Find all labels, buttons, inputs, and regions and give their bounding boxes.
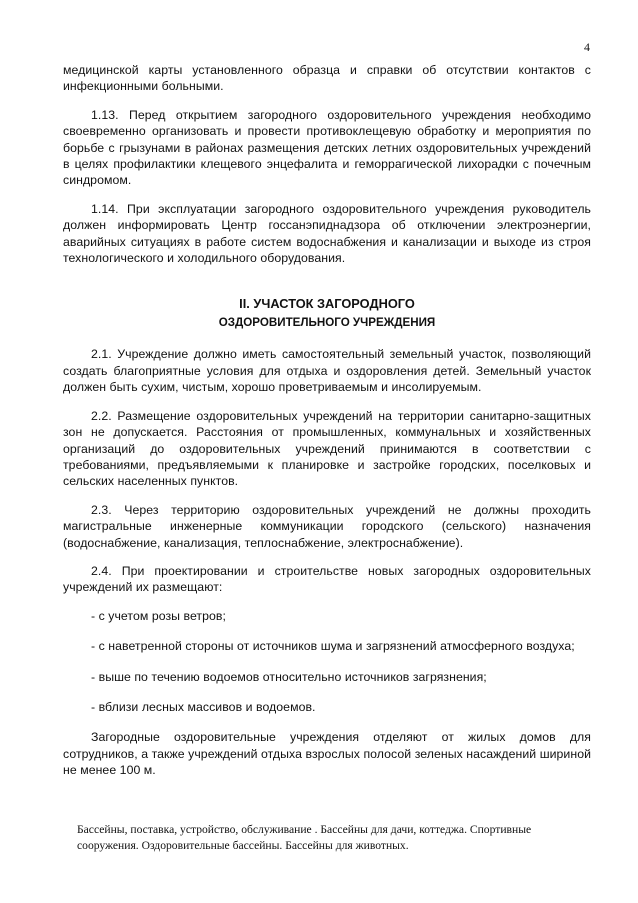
paragraph-final: Загородные оздоровительные учреждения отделяют от жилых домов для сотрудников, а также учреждений отдыха взрослых полосой зеленых насаждений шириной не менее 100 м.: [63, 730, 591, 778]
section-heading-line2: ОЗДОРОВИТЕЛЬНОГО УЧРЕЖДЕНИЯ: [218, 316, 436, 330]
section-heading-line1: II. УЧАСТОК ЗАГОРОДНОГО: [239, 296, 415, 312]
list-item: - вблизи лесных массивов и водоемов.: [91, 699, 316, 714]
paragraph-2-1: 2.1. Учреждение должно иметь самостоятельный земельный участок, позволяющий создать благоприятные условия для отдыха и оздоровления детей. Земельный участок должен быть сухим, чистым, хорошо проветриваемым и инсолируемым.: [63, 347, 591, 395]
paragraph-2-4: 2.4. При проектировании и строительстве новых загородных оздоровительных учреждений их размещают:: [63, 563, 591, 595]
footer-line2: сооружения. Оздоровительные бассейны. Бассейны для животных.: [77, 838, 409, 852]
paragraph-continuation: медицинской карты установленного образца и справки об отсутствии контактов с инфекционными больными.: [63, 63, 591, 94]
page-number: 4: [584, 40, 590, 54]
paragraph-2-3: 2.3. Через территорию оздоровительных учреждений не должны проходить магистральные инженерные коммуникации городского (сельского) назначения (водоснабжение, канализация, теплоснабжение, электроснабжение).: [63, 502, 591, 550]
paragraph-1-14: 1.14. При эксплуатации загородного оздоровительного учреждения руководитель должен информировать Центр госсанэпиднадзора об отключении электроэнергии, аварийных ситуациях в работе систем водоснабжения и канализации и выходе из строя технологического и холодильного оборудования.: [63, 201, 591, 266]
document-body: [63, 62, 591, 791]
list-item: - с наветренной стороны от источников шума и загрязнений атмосферного воздуха;: [91, 639, 575, 654]
list-item: - выше по течению водоемов относительно источников загрязнения;: [91, 669, 487, 684]
footer-ad: [77, 822, 597, 853]
list-item: - с учетом розы ветров;: [91, 608, 226, 623]
paragraph-2-2: 2.2. Размещение оздоровительных учреждений на территории санитарно-защитных зон не допускается. Расстояния от промышленных, коммунальных и хозяйственных организаций до оздоровительных учреждений принимаются в соответствии с требованиями, предъявляемыми к планировке и застройке городских, поселковых и сельских населенных пунктов.: [63, 408, 591, 489]
paragraph-1-13: 1.13. Перед открытием загородного оздоровительного учреждения необходимо своевременно организовать и провести противоклещевую обработку и мероприятия по борьбе с грызунами в районах размещения детских летних оздоровительных учреждений в целях профилактики клещевого энцефалита и геморрагической лихорадки с почечным синдромом.: [63, 107, 591, 188]
footer-line1: Бассейны, поставка, устройство, обслуживание . Бассейны для дачи, коттеджа. Спортивные: [77, 823, 532, 836]
section-heading: [63, 294, 591, 332]
